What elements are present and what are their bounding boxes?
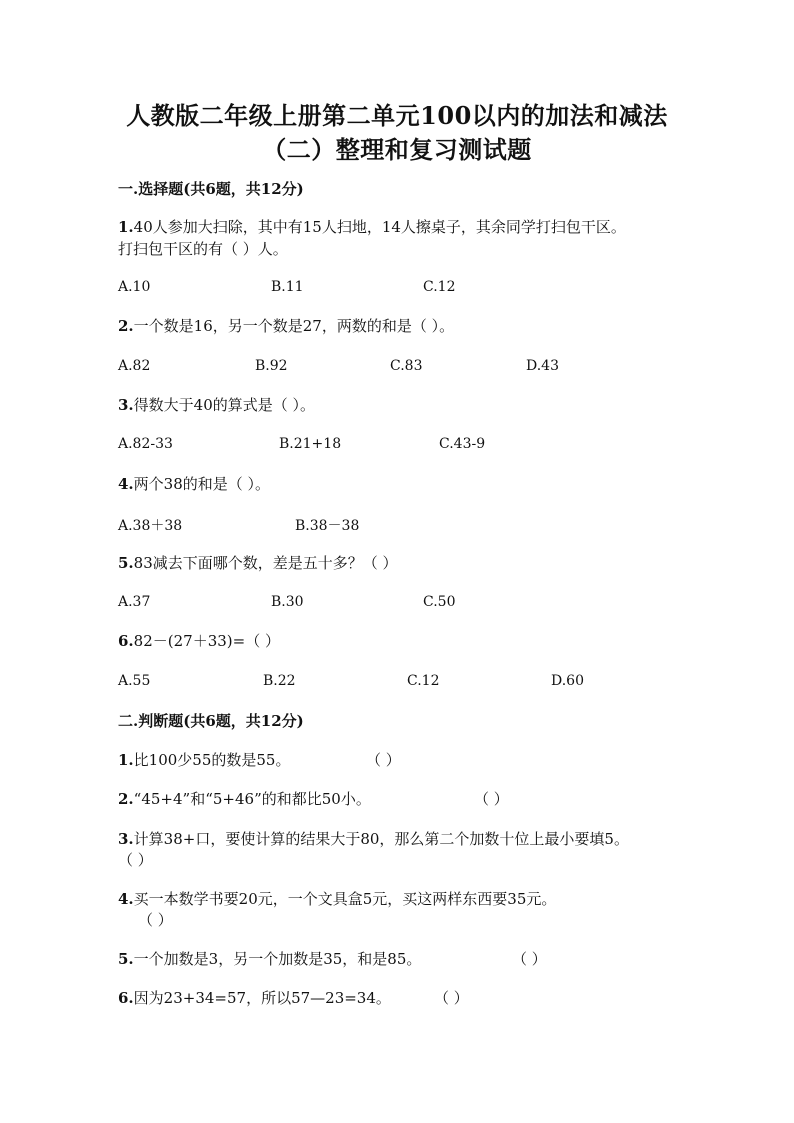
question-text: 83减去下面哪个数，差是五十多？（ ） — [133, 554, 398, 572]
question-text: 得数大于40的算式是（ ）。 — [133, 396, 316, 414]
question-text: 40人参加大扫除，其中有15人扫地，14人擦桌子，其余同学打扫包干区。 — [133, 218, 626, 236]
question-4-options — [118, 515, 718, 535]
question-number: 2. — [118, 317, 134, 335]
question-number: 4. — [118, 890, 134, 908]
question-1-options — [118, 279, 718, 299]
question-2 — [118, 315, 454, 337]
question-4 — [118, 473, 270, 495]
question-number: 6. — [118, 632, 134, 650]
page-title-line1: 人教版二年级上册第二单元100以内的加法和减法 — [126, 101, 668, 130]
question-text: 计算38+口，要使计算的结果大于80，那么第二个加数十位上最小要填5。 — [133, 830, 629, 848]
option-a: A.82 — [118, 358, 151, 374]
question-number: 4. — [118, 475, 134, 493]
option-a: A.82-33 — [118, 436, 173, 452]
answer-parens: （ ） — [366, 751, 401, 769]
option-c: C.12 — [423, 279, 456, 295]
question-number: 1. — [118, 218, 134, 236]
question-number: 3. — [118, 396, 134, 414]
question-3-options — [118, 436, 718, 456]
option-b: B.21+18 — [279, 436, 342, 452]
answer-parens: （ ） — [474, 790, 509, 808]
question-1-line2: 打扫包干区的有（ ）人。 — [118, 240, 288, 258]
option-b: B.22 — [263, 673, 296, 689]
question-number: 5. — [118, 950, 134, 968]
option-a: A.38＋38 — [118, 518, 183, 534]
question-1 — [118, 216, 626, 238]
answer-parens: （ ） — [434, 989, 469, 1007]
option-c: C.83 — [390, 358, 423, 374]
question-text: 买一本数学书要20元，一个文具盒5元，买这两样东西要35元。 — [133, 890, 557, 908]
option-c: C.43-9 — [439, 436, 486, 452]
question-number: 3. — [118, 830, 134, 848]
option-c: C.12 — [407, 673, 440, 689]
judgement-5 — [118, 948, 421, 970]
option-d: D.60 — [551, 673, 584, 689]
question-text: 82－(27＋33)=（ ） — [133, 632, 280, 650]
question-text: 一个数是16，另一个数是27，两数的和是（ ）。 — [133, 317, 455, 335]
judgement-6 — [118, 987, 391, 1009]
question-text: 一个加数是3，另一个加数是35，和是85。 — [133, 950, 422, 968]
question-5 — [118, 552, 398, 574]
option-a: A.10 — [118, 279, 151, 295]
judgement-2 — [118, 788, 371, 810]
question-6-options — [118, 673, 718, 693]
question-text: 比100少55的数是55。 — [133, 751, 291, 769]
option-b: B.30 — [271, 594, 304, 610]
question-text: “45+4”和“5+46”的和都比50小。 — [133, 790, 371, 808]
question-text: 两个38的和是（ ）。 — [133, 475, 271, 493]
option-a: A.37 — [118, 594, 151, 610]
answer-parens: （ ） — [118, 851, 153, 869]
question-number: 6. — [118, 989, 134, 1007]
option-a: A.55 — [118, 673, 151, 689]
answer-parens: （ ） — [512, 950, 547, 968]
question-2-options — [118, 358, 718, 378]
answer-parens: （ ） — [138, 911, 173, 929]
question-3 — [118, 394, 315, 416]
option-c: C.50 — [423, 594, 456, 610]
question-number: 2. — [118, 790, 134, 808]
section-heading-choice: 一.选择题(共6题，共12分) — [118, 180, 304, 198]
question-6 — [118, 630, 280, 652]
option-b: B.92 — [255, 358, 288, 374]
judgement-4 — [118, 888, 556, 910]
option-b: B.11 — [271, 279, 304, 295]
question-number: 1. — [118, 751, 134, 769]
section-heading-judgement: 二.判断题(共6题，共12分) — [118, 712, 304, 730]
question-number: 5. — [118, 554, 134, 572]
question-5-options — [118, 594, 718, 614]
option-d: D.43 — [526, 358, 559, 374]
question-text: 因为23+34=57，所以57—23=34。 — [133, 989, 391, 1007]
page-title-line2: （二）整理和复习测试题 — [262, 135, 532, 164]
judgement-3 — [118, 828, 629, 850]
judgement-1 — [118, 749, 290, 771]
option-b: B.38－38 — [295, 518, 360, 534]
